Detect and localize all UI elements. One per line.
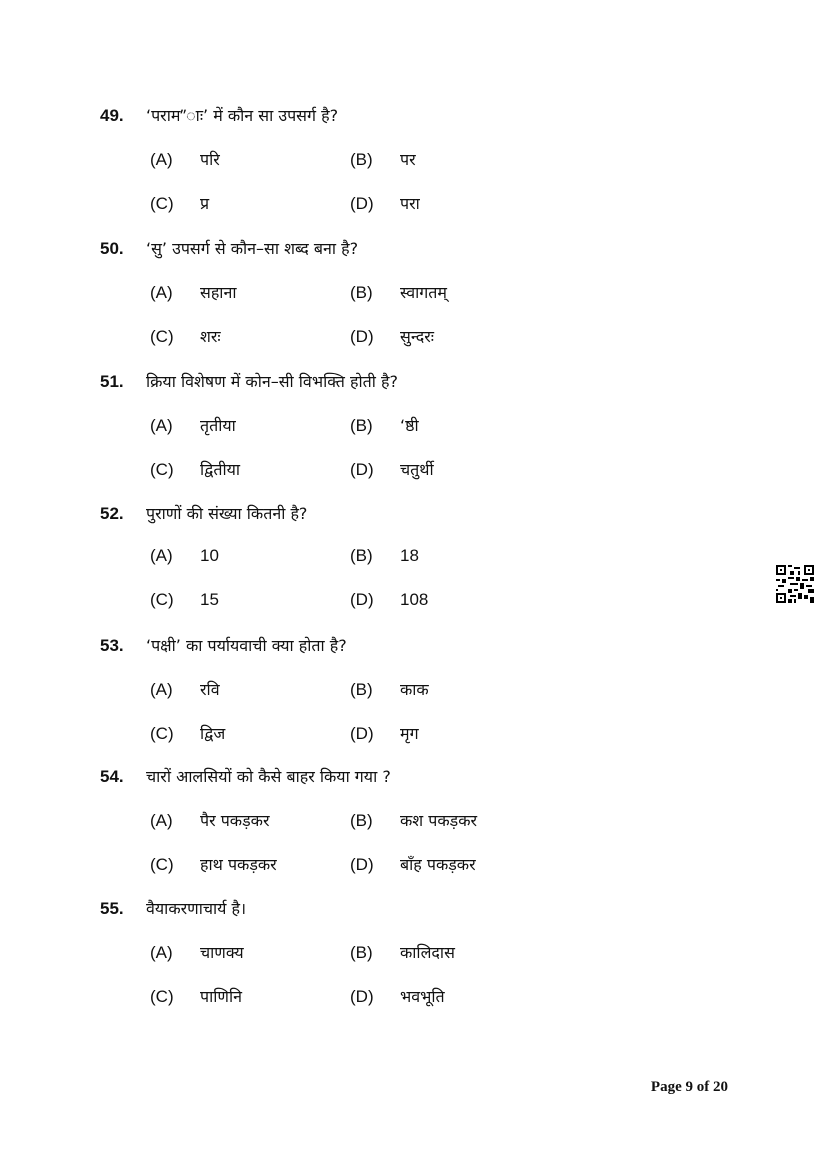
- option-b: [350, 414, 550, 436]
- option-d: [350, 590, 550, 610]
- question-text: पुराणों की संख्या कितनी है?: [146, 504, 308, 523]
- option-text: प्र: [200, 194, 210, 213]
- qr-code-icon: [776, 565, 814, 603]
- option-a: [150, 941, 350, 963]
- option-text: 108: [400, 590, 429, 609]
- option-text: सहाना: [200, 283, 237, 302]
- question-text: ‘पराम”ाः’ में कौन सा उपसर्ग है?: [146, 106, 339, 125]
- option-text: परा: [400, 194, 420, 213]
- question-number: 49.: [100, 106, 124, 125]
- option-b: [350, 809, 550, 831]
- option-c: [150, 590, 350, 610]
- question-block: [100, 765, 760, 877]
- page-middle: of: [693, 1079, 713, 1095]
- option-label: (C): [150, 724, 174, 743]
- option-text: परि: [200, 150, 220, 169]
- option-c: [150, 722, 350, 744]
- option-text: तृतीया: [200, 416, 236, 435]
- option-text: काक: [400, 680, 429, 699]
- option-c: [150, 985, 350, 1007]
- option-label: (A): [150, 416, 173, 435]
- option-b: [350, 678, 550, 700]
- option-text: पर: [400, 150, 416, 169]
- option-d: [350, 458, 550, 480]
- question-number: 51.: [100, 372, 124, 391]
- option-text: ‘ष्ठी: [400, 416, 419, 435]
- option-text: चाणक्य: [200, 943, 244, 962]
- question-number: 53.: [100, 636, 124, 655]
- question-text: क्रिया विशेषण में कोन–सी विभक्ति होती है?: [146, 372, 398, 391]
- option-label: (A): [150, 680, 173, 699]
- option-text: पाणिनि: [200, 987, 242, 1006]
- page-prefix: Page: [650, 1079, 686, 1095]
- option-text: स्वागतम्: [400, 283, 447, 302]
- option-a: [150, 414, 350, 436]
- option-label: (B): [350, 150, 373, 169]
- option-label: (B): [350, 811, 373, 830]
- question-number: 50.: [100, 239, 124, 258]
- option-c: [150, 458, 350, 480]
- question-block: [100, 237, 760, 349]
- option-text: कालिदास: [400, 943, 455, 962]
- option-text: चतुर्थी: [400, 460, 434, 479]
- option-label: (A): [150, 811, 173, 830]
- option-text: मृग: [400, 724, 419, 743]
- option-label: (C): [150, 855, 174, 874]
- question-text: वैयाकरणाचार्य है।: [146, 899, 247, 918]
- option-text: 10: [200, 546, 219, 565]
- question-number: 52.: [100, 504, 124, 523]
- option-a: [150, 809, 350, 831]
- option-b: [350, 546, 550, 566]
- option-text: सुन्दरः: [400, 327, 435, 346]
- option-text: भवभूति: [400, 987, 445, 1006]
- option-d: [350, 853, 550, 875]
- option-a: [150, 546, 350, 566]
- option-label: (A): [150, 283, 173, 302]
- question-block: [100, 104, 760, 216]
- option-label: (C): [150, 327, 174, 346]
- option-d: [350, 985, 550, 1007]
- question-text: ‘पक्षी’ का पर्यायवाची क्या होता है?: [146, 636, 347, 655]
- question-block: [100, 897, 760, 1009]
- option-a: [150, 148, 350, 170]
- option-a: [150, 281, 350, 303]
- option-label: (C): [150, 194, 174, 213]
- page-total: 20: [713, 1079, 728, 1095]
- option-label: (D): [350, 987, 374, 1006]
- option-a: [150, 678, 350, 700]
- question-block: [100, 634, 760, 746]
- option-label: (D): [350, 194, 374, 213]
- option-text: कश पकड़कर: [400, 811, 478, 830]
- option-c: [150, 192, 350, 214]
- question-block: [100, 502, 760, 614]
- option-label: (D): [350, 460, 374, 479]
- option-label: (D): [350, 590, 374, 609]
- option-c: [150, 853, 350, 875]
- option-label: (A): [150, 943, 173, 962]
- option-text: द्विज: [200, 724, 226, 743]
- option-d: [350, 325, 550, 347]
- option-c: [150, 325, 350, 347]
- option-d: [350, 192, 550, 214]
- question-text: ‘सु’ उपसर्ग से कौन–सा शब्द बना है?: [146, 239, 359, 258]
- option-text: बाँह पकड़कर: [400, 855, 476, 874]
- option-label: (D): [350, 724, 374, 743]
- option-label: (D): [350, 855, 374, 874]
- option-text: रवि: [200, 680, 220, 699]
- option-label: (C): [150, 987, 174, 1006]
- question-block: [100, 370, 760, 482]
- option-label: (B): [350, 680, 373, 699]
- page-current: 9: [685, 1079, 693, 1095]
- option-text: 15: [200, 590, 219, 609]
- option-b: [350, 281, 550, 303]
- question-number: 54.: [100, 767, 124, 786]
- option-text: 18: [400, 546, 419, 565]
- option-label: (A): [150, 546, 173, 565]
- option-text: पैर पकड़कर: [200, 811, 270, 830]
- option-text: हाथ पकड़कर: [200, 855, 277, 874]
- option-label: (D): [350, 327, 374, 346]
- option-text: शरः: [200, 327, 221, 346]
- option-label: (B): [350, 283, 373, 302]
- option-label: (C): [150, 460, 174, 479]
- option-b: [350, 941, 550, 963]
- option-label: (B): [350, 546, 373, 565]
- option-label: (C): [150, 590, 174, 609]
- option-label: (B): [350, 416, 373, 435]
- option-d: [350, 722, 550, 744]
- question-number: 55.: [100, 899, 124, 918]
- option-text: द्वितीया: [200, 460, 241, 479]
- page-number: [651, 1079, 728, 1096]
- question-text: चारों आलसियों को कैसे बाहर किया गया ?: [146, 767, 391, 786]
- option-label: (B): [350, 943, 373, 962]
- option-b: [350, 148, 550, 170]
- option-label: (A): [150, 150, 173, 169]
